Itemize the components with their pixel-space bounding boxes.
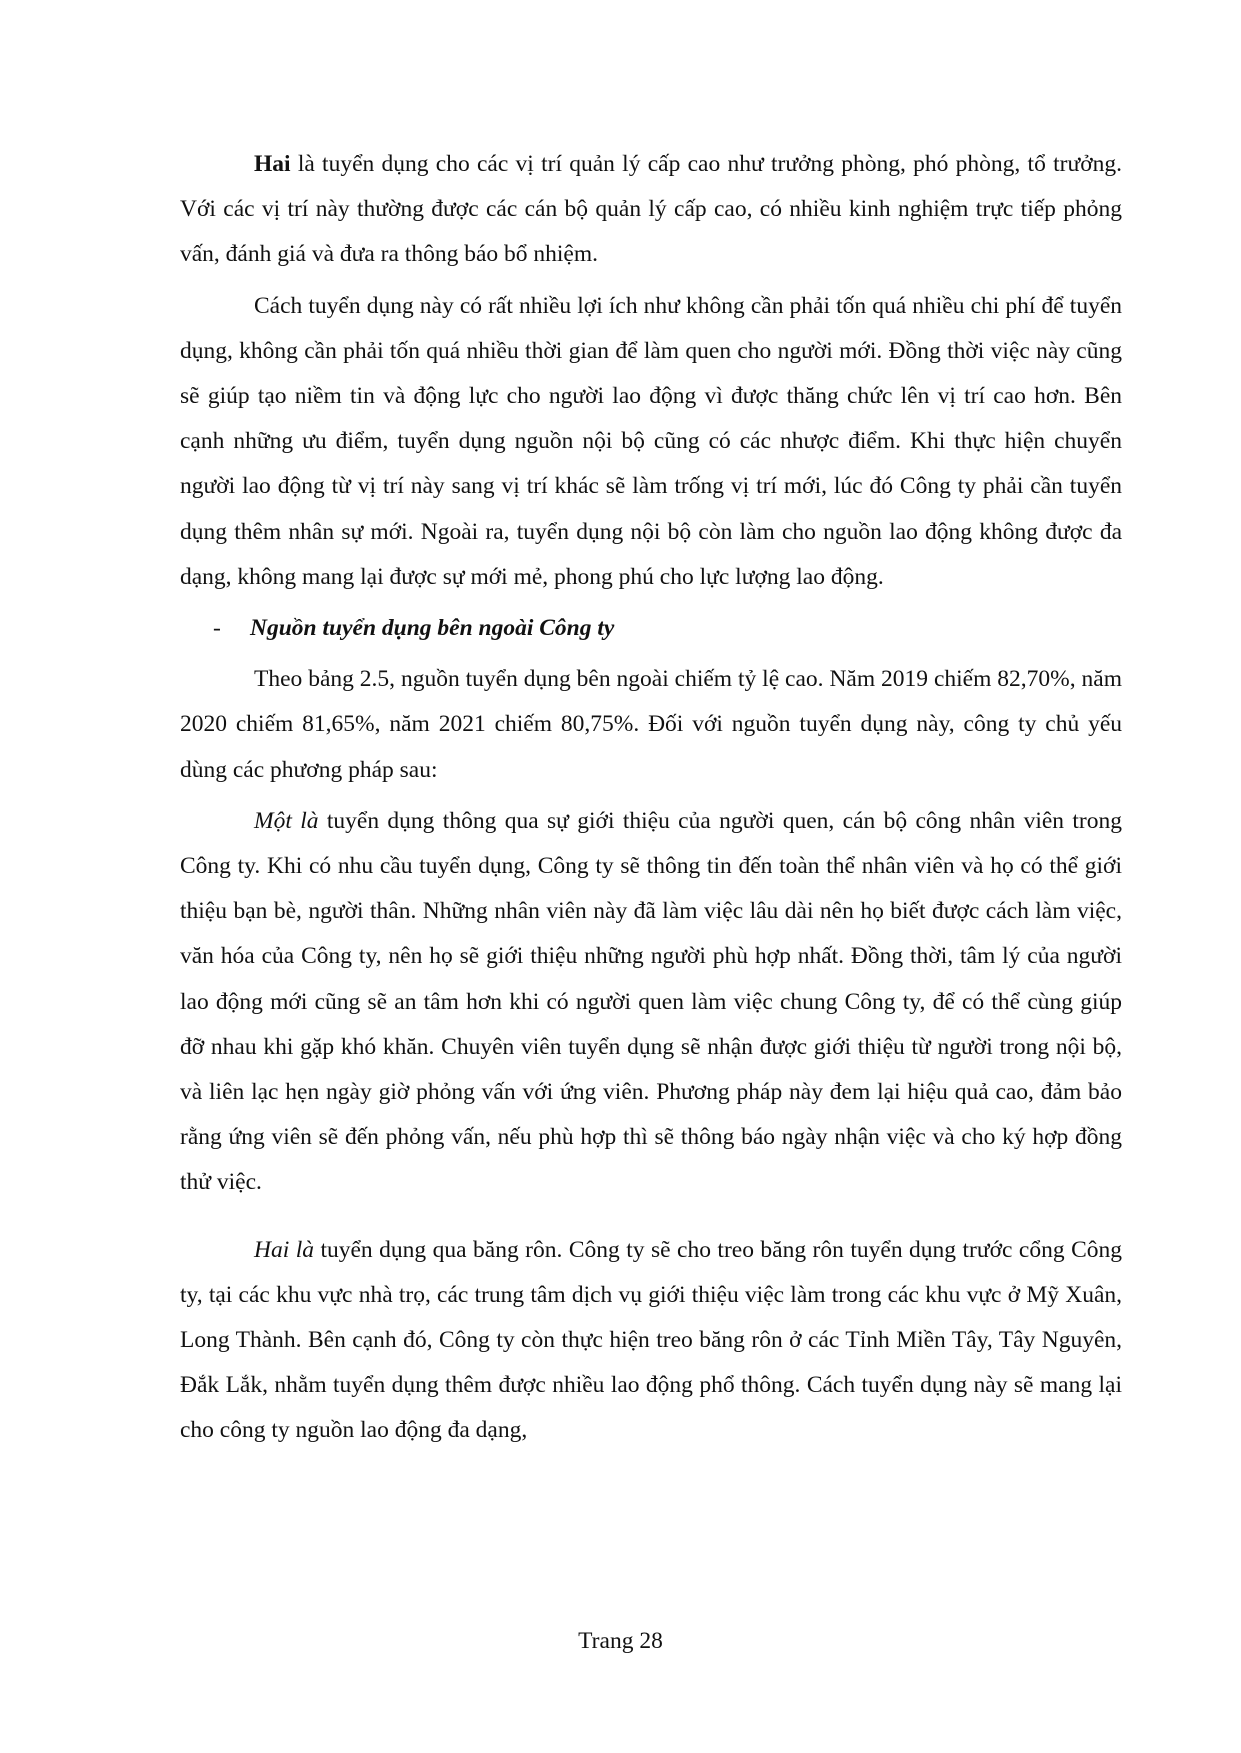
paragraph-text: tuyển dụng thông qua sự giới thiệu của người quen, cán bộ công nhân viên trong Công ty. Khi có nhu cầu tuyển dụng, Công ty sẽ thông tin đến toàn thể nhân viên và họ có thể giới thiệu bạn bè, người thân. Những nhân viên này đã làm việc lâu dài nên họ biết được cách làm việc, văn hóa của Công ty, nên họ sẽ giới thiệu những người phù hợp nhất. Đồng thời, tâm lý của người lao động mới cũng sẽ an tâm hơn khi có người quen làm việc chung Công ty, để có thể cùng giúp đỡ nhau khi gặp khó khăn. Chuyên viên tuyển dụng sẽ nhận được giới thiệu từ người trong nội bộ, và liên lạc hẹn ngày giờ phỏng vấn với ứng viên. Phương pháp này đem lại hiệu quả cao, đảm bảo rằng ứng viên sẽ đến phỏng vấn, nếu phù hợp thì sẽ thông báo ngày nhận việc và cho ký hợp đồng thử việc. — [180, 807, 1122, 1196]
paragraph-text: Cách tuyển dụng này có rất nhiều lợi ích như không cần phải tốn quá nhiều chi phí để tuyển dụng, không cần phải tốn quá nhiều thời gian để làm quen cho người mới. Đồng thời việc này cũng sẽ giúp tạo niềm tin và động lực cho người lao động vì được thăng chức lên vị trí cao hơn. Bên cạnh những ưu điểm, tuyển dụng nguồn nội bộ cũng có các nhược điểm. Khi thực hiện chuyển người lao động từ vị trí này sang vị trí khác sẽ làm trống vị trí mới, lúc đó Công ty phải cần tuyển dụng thêm nhân sự mới. Ngoài ra, tuyển dụng nội bộ còn làm cho nguồn lao động không được đa dạng, không mang lại được sự mới mẻ, phong phú cho lực lượng lao động. — [180, 292, 1122, 590]
paragraph-lead-hai: Hai — [254, 151, 291, 177]
paragraph-banner-method — [180, 1228, 1122, 1454]
heading-dash: - — [213, 615, 221, 642]
heading-text: Nguồn tuyển dụng bên ngoài Công ty — [250, 615, 615, 642]
paragraph-external-ratio — [180, 657, 1122, 793]
paragraph-lead-hai-la: Hai là — [254, 1236, 314, 1263]
section-heading — [180, 606, 1122, 651]
paragraph-lead-mot-la: Một là — [254, 807, 319, 834]
page-number: Trang 28 — [578, 1628, 663, 1654]
paragraph-senior-recruitment — [180, 142, 1122, 278]
paragraph-referral-method — [180, 799, 1122, 1206]
paragraph-text: tuyển dụng qua băng rôn. Công ty sẽ cho treo băng rôn tuyển dụng trước cổng Công ty, tại các khu vực nhà trọ, các trung tâm dịch vụ giới thiệu việc làm trong các khu vực ở Mỹ Xuân, Long Thành. Bên cạnh đó, Công ty còn thực hiện treo băng rôn ở các Tỉnh Miền Tây, Tây Nguyên, Đắk Lắk, nhằm tuyển dụng thêm được nhiều lao động phổ thông. Cách tuyển dụng này sẽ mang lại cho công ty nguồn lao động đa dạng, — [180, 1236, 1122, 1444]
paragraph-text: là tuyển dụng cho các vị trí quản lý cấp cao như trưởng phòng, phó phòng, tổ trưởng. Với các vị trí này thường được các cán bộ quản lý cấp cao, có nhiều kinh nghiệm trực tiếp phỏng vấn, đánh giá và đưa ra thông báo bổ nhiệm. — [180, 151, 1122, 268]
paragraph-text: Theo bảng 2.5, nguồn tuyển dụng bên ngoài chiếm tỷ lệ cao. Năm 2019 chiếm 82,70%, năm 2020 chiếm 81,65%, năm 2021 chiếm 80,75%. Đối với nguồn tuyển dụng này, công ty chủ yếu dùng các phương pháp sau: — [180, 666, 1122, 783]
paragraph-internal-pros-cons — [180, 284, 1122, 600]
page-body — [180, 142, 1122, 1454]
